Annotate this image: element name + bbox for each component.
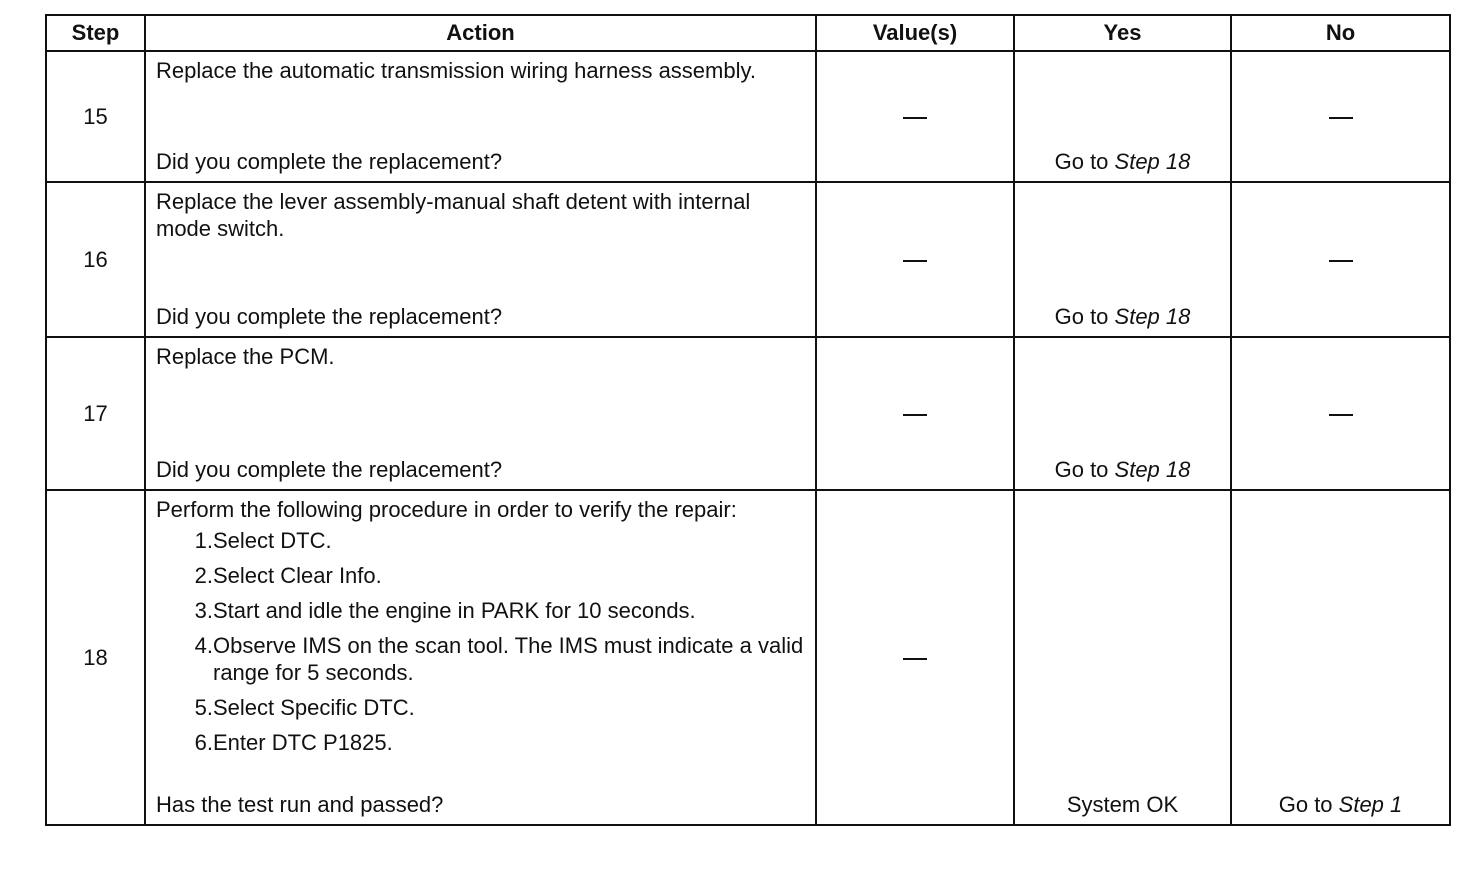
list-item: 1. Select DTC. bbox=[194, 528, 332, 553]
table-row bbox=[46, 337, 1450, 490]
no-cell bbox=[1231, 51, 1450, 182]
goto-step: Step 18 bbox=[1114, 457, 1191, 482]
action-question: Did you complete the replacement? bbox=[156, 457, 503, 482]
goto-step-link[interactable] bbox=[1279, 792, 1403, 824]
step-number: 18 bbox=[46, 490, 145, 825]
dash-mark bbox=[903, 117, 927, 119]
yes-cell bbox=[1014, 337, 1231, 490]
goto-prefix: Go to bbox=[1054, 304, 1115, 329]
no-cell bbox=[1231, 337, 1450, 490]
header-values: Value(s) bbox=[816, 15, 1014, 51]
goto-step-link[interactable] bbox=[1055, 149, 1191, 181]
goto-prefix: Go to bbox=[1054, 457, 1115, 482]
dash-mark bbox=[1329, 117, 1353, 119]
action-instruction: Perform the following procedure in order to verify the repair: bbox=[156, 497, 737, 522]
table-row bbox=[46, 182, 1450, 337]
dash-mark bbox=[903, 414, 927, 416]
procedure-list bbox=[156, 527, 805, 756]
header-action: Action bbox=[145, 15, 816, 51]
yes-cell bbox=[1014, 51, 1231, 182]
header-step: Step bbox=[46, 15, 145, 51]
dash-mark bbox=[1329, 260, 1353, 262]
dash-mark bbox=[1329, 414, 1353, 416]
header-row bbox=[46, 15, 1450, 51]
list-item: 3. Start and idle the engine in PARK for 10 seconds. bbox=[194, 598, 696, 623]
step-number: 16 bbox=[46, 182, 145, 337]
action-instruction: Replace the lever assembly-manual shaft detent with internal mode switch. bbox=[156, 189, 751, 241]
dash-mark bbox=[903, 260, 927, 262]
goto-step-link[interactable] bbox=[1055, 457, 1191, 489]
goto-step: Step 18 bbox=[1114, 304, 1191, 329]
action-cell bbox=[145, 51, 816, 182]
action-question: Did you complete the replacement? bbox=[156, 149, 503, 174]
action-question: Has the test run and passed? bbox=[156, 792, 444, 817]
value-cell bbox=[816, 51, 1014, 182]
value-cell bbox=[816, 182, 1014, 337]
action-cell bbox=[145, 337, 816, 490]
list-item: 2. Select Clear Info. bbox=[194, 563, 382, 588]
no-cell bbox=[1231, 182, 1450, 337]
dash-mark bbox=[903, 658, 927, 660]
action-cell bbox=[145, 182, 816, 337]
step-number: 15 bbox=[46, 51, 145, 182]
list-item: 5. Select Specific DTC. bbox=[194, 695, 415, 720]
value-cell bbox=[816, 337, 1014, 490]
table-row bbox=[46, 490, 1450, 825]
action-cell bbox=[145, 490, 816, 825]
list-item: 6. Enter DTC P1825. bbox=[194, 730, 393, 755]
header-no: No bbox=[1231, 15, 1450, 51]
goto-step: Step 1 bbox=[1338, 792, 1403, 817]
goto-prefix: Go to bbox=[1278, 792, 1339, 817]
action-instruction: Replace the automatic transmission wiring harness assembly. bbox=[156, 58, 756, 83]
yes-cell bbox=[1014, 182, 1231, 337]
list-item: 4. Observe IMS on the scan tool. The IMS must indicate a valid range for 5 seconds. bbox=[194, 633, 804, 685]
goto-step: Step 18 bbox=[1114, 149, 1191, 174]
step-number: 17 bbox=[46, 337, 145, 490]
diagnostic-table bbox=[45, 14, 1451, 826]
value-cell bbox=[816, 490, 1014, 825]
goto-prefix: Go to bbox=[1054, 149, 1115, 174]
action-question: Did you complete the replacement? bbox=[156, 304, 503, 329]
system-ok-text: System OK bbox=[1066, 792, 1179, 817]
goto-step-link[interactable] bbox=[1055, 304, 1191, 336]
action-instruction: Replace the PCM. bbox=[156, 344, 335, 369]
yes-cell bbox=[1014, 490, 1231, 825]
header-yes: Yes bbox=[1014, 15, 1231, 51]
table-row bbox=[46, 51, 1450, 182]
no-cell bbox=[1231, 490, 1450, 825]
